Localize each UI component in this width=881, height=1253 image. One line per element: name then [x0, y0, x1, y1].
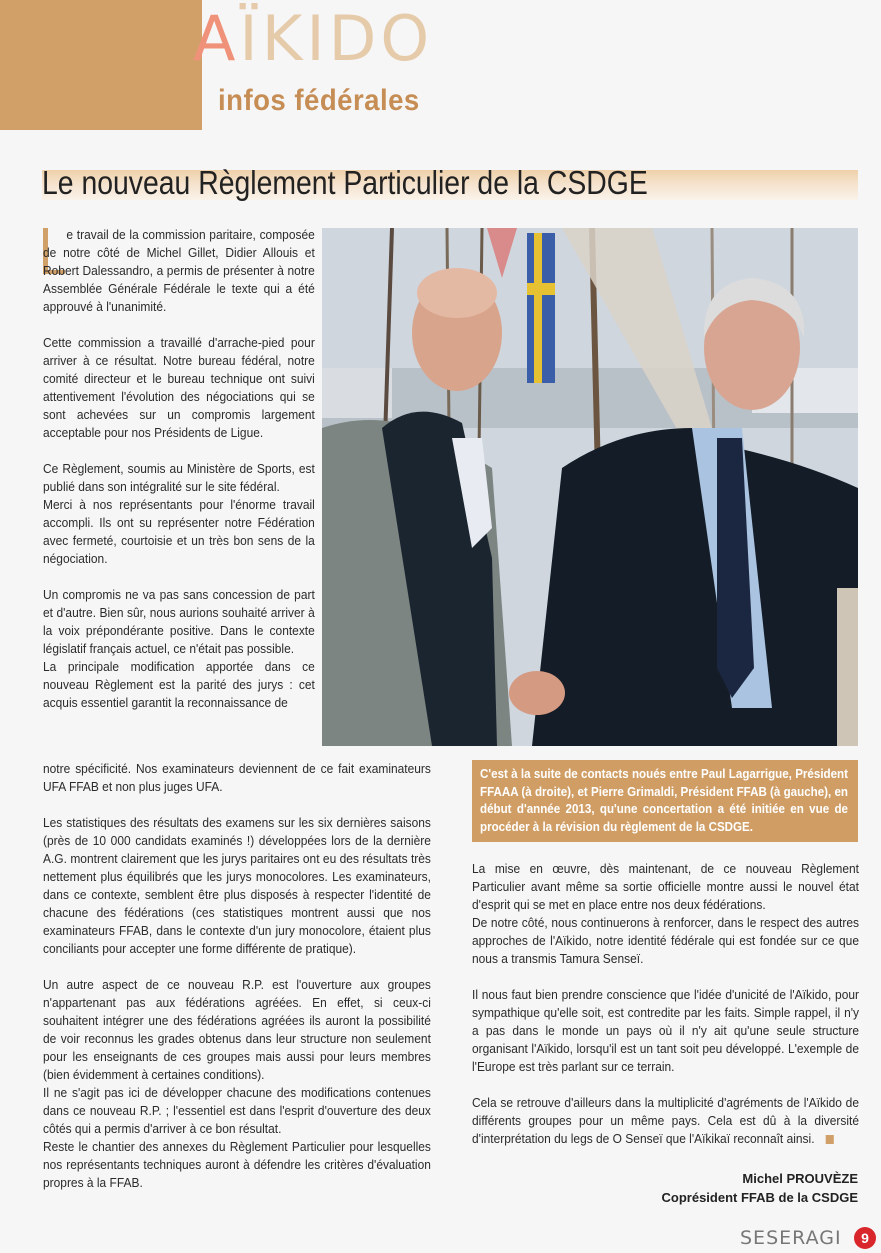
- paragraph: e travail de la commission paritaire, composée de notre côté de Michel Gillet, Didier Allouis et Robert Dalessandro, a permis de présenter à notre Assemblée Générale Fédérale le texte qui a été approuvé à l'unanimité.: [43, 227, 315, 314]
- page-number-badge: 9: [854, 1227, 876, 1249]
- end-of-article-square-icon: [825, 1135, 833, 1144]
- aikido-logo: [193, 2, 434, 75]
- paragraph: notre spécificité. Nos examinateurs deviennent de ce fait examinateurs UFA FFAB et non plus juges UFA.: [43, 761, 431, 794]
- paragraph: Un compromis ne va pas sans concession de part et d'autre. Bien sûr, nous aurions souhaité arriver à la voix prépondérante positive. Dans le contexte législatif français actuel, ce n'était pas possible.: [43, 587, 315, 656]
- paragraph: Ce Règlement, soumis au Ministère de Sports, est publié dans son intégralité sur le site fédéral.: [43, 461, 315, 494]
- magazine-brand: SESERAGI: [740, 1227, 842, 1249]
- paragraph: Les statistiques des résultats des examens sur les six dernières saisons (près de 10 000 candidats examinés !) développées lors de la dernière A.G. montrent clairement que les jurys paritaires ont eu des résultats très nettement plus équilibrés que les jurys monocolores. Les examinateurs, dans ce contexte, semblent être plus disposés à respecter l'identité de chacune des fédérations (ces statistiques montrent aussi que nos examinateurs FFAB, dans le contexte d'un jury monocolore, étaient plus conciliants pour accepter une forme différente de pratique).: [43, 815, 431, 956]
- signature-name: Michel PROUVÈZE: [742, 1171, 858, 1186]
- left-column: [43, 226, 345, 712]
- article-title: Le nouveau Règlement Particulier de la CSDGE: [42, 164, 648, 201]
- handshake-photo: [322, 228, 858, 746]
- right-column: [472, 860, 881, 1148]
- left-wide-column: [43, 760, 474, 1192]
- paragraph: Un autre aspect de ce nouveau R.P. est l'ouverture aux groupes n'appartenant pas aux fédérations agréées. En effet, si ceux-ci souhaitent intégrer une des fédérations agréées ils auront la possibilité de voir reconnus les grades obtenus dans leur structure non seulement pour les enseignants de ces groupes mais aussi pour leurs membres (bien évidemment à certaines conditions).: [43, 977, 431, 1082]
- signature: [662, 1169, 858, 1207]
- paragraph-text: Cela se retrouve d'ailleurs dans la multiplicité d'agréments de l'Aïkido de différents groupes pour un même pays. Cela est dû à la diversité d'interprétation du legs de O Senseï que l'Aïkikaï reconnaît ainsi.: [472, 1095, 859, 1146]
- paragraph: La mise en œuvre, dès maintenant, de ce nouveau Règlement Particulier avant même sa sortie officielle montre aussi le nouvel état d'esprit qui se met en place entre nos deux fédérations.: [472, 861, 859, 912]
- paragraph: La principale modification apportée dans ce nouveau Règlement est la parité des jurys : cet acquis essentiel garantit la reconnaissance de: [43, 659, 315, 710]
- paragraph: Il ne s'agit pas ici de développer chacune des modifications contenues dans ce nouveau R.P. ; l'essentiel est dans l'esprit d'ouverture des deux côtés qui a permis d'arriver à ce bon résultat.: [43, 1085, 431, 1136]
- section-heading: infos fédérales: [218, 84, 420, 117]
- paragraph: Merci à nos représentants pour l'énorme travail accompli. Ils ont su représenter notre Fédération avec fermeté, courtoisie et un très bon sens de la négociation.: [43, 497, 315, 566]
- logo-letters-rest: ÏKIDO: [239, 2, 434, 75]
- paragraph: Reste le chantier des annexes du Règlement Particulier pour lesquelles nos représentants techniques auront à défendre les critères d'évaluation propres à la FFAB.: [43, 1139, 431, 1190]
- paragraph: Cette commission a travaillé d'arrache-pied pour arriver à ce résultat. Notre bureau fédéral, notre comité directeur et le bureau technique ont suivi attentivement l'évolution des négociations qui se sont achevées sur un compromis largement acceptable pour nos Présidents de Ligue.: [43, 335, 315, 440]
- signature-role: Coprésident FFAB de la CSDGE: [661, 1190, 858, 1205]
- caption-text: C'est à la suite de contacts noués entre Paul Lagarrigue, Président FFAAA (à droite), et Pierre Grimaldi, Président FFAB (à gauche), en début d'année 2013, qu'une concertation a été initiée en vue de procéder à la révision du règlement de la CSDGE.: [480, 767, 848, 834]
- paragraph: Il nous faut bien prendre conscience que l'idée d'unicité de l'Aïkido, pour sympathique qu'elle soit, est contredite par les faits. Simple rappel, il n'y a pas dans le monde un pays où il n'y ait qu'une seule structure organisant l'Aïkido, lorsqu'il est un tant soit peu développé. L'exemple de l'Europe est très parlant sur ce terrain.: [472, 987, 859, 1074]
- photo-caption: [472, 760, 858, 842]
- logo-letter-a: A: [193, 2, 240, 75]
- header-color-block: [0, 0, 202, 130]
- paragraph: De notre côté, nous continuerons à renforcer, dans le respect des autres approches de l'Aïkido, notre identité fédérale qui est fondée sur ce que nous a transmis Tamura Senseï.: [472, 915, 859, 966]
- paragraph: [472, 1094, 859, 1148]
- photo-illustration: [322, 228, 858, 746]
